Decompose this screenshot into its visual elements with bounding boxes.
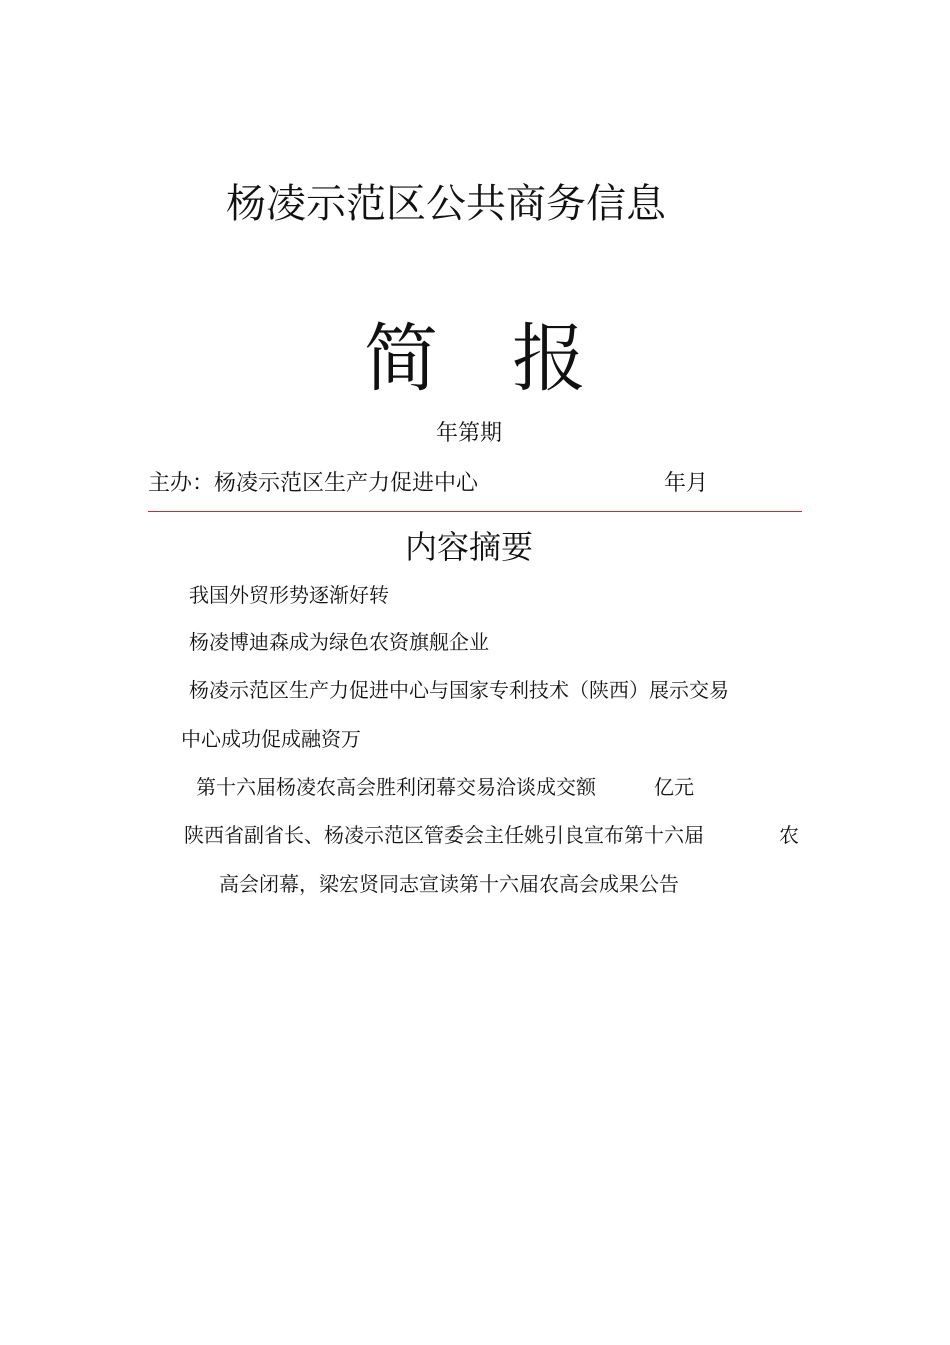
summary-heading: 内容摘要 bbox=[405, 528, 534, 566]
summary-item: 高会闭幕，梁宏贤同志宣读第十六届农高会成果公告 bbox=[219, 872, 679, 896]
summary-item: 我国外贸形势逐渐好转 bbox=[189, 583, 389, 607]
summary-item: 杨凌博迪森成为绿色农资旗舰企业 bbox=[189, 630, 489, 654]
org-title: 杨凌示范区公共商务信息 bbox=[226, 181, 666, 227]
summary-item: 陕西省副省长、杨凌示范区管委会主任姚引良宣布第十六届 bbox=[184, 823, 704, 847]
summary-item-amount: 亿元 bbox=[654, 775, 694, 799]
red-divider bbox=[148, 511, 802, 512]
summary-item: 中心成功促成融资万 bbox=[181, 727, 361, 751]
issue-number: 年第期 bbox=[436, 421, 503, 446]
summary-item: 杨凌示范区生产力促进中心与国家专利技术（陕西）展示交易 bbox=[189, 678, 729, 702]
sponsor-line: 主办：杨凌示范区生产力促进中心 bbox=[148, 471, 479, 496]
summary-item: 第十六届杨凌农高会胜利闭幕交易洽谈成交额 bbox=[196, 775, 596, 799]
summary-item-continuation: 农 bbox=[779, 823, 799, 847]
bulletin-title-char-2: 报 bbox=[512, 316, 586, 402]
bulletin-title-char-1: 简 bbox=[364, 316, 438, 402]
issue-date: 年月 bbox=[664, 471, 709, 496]
